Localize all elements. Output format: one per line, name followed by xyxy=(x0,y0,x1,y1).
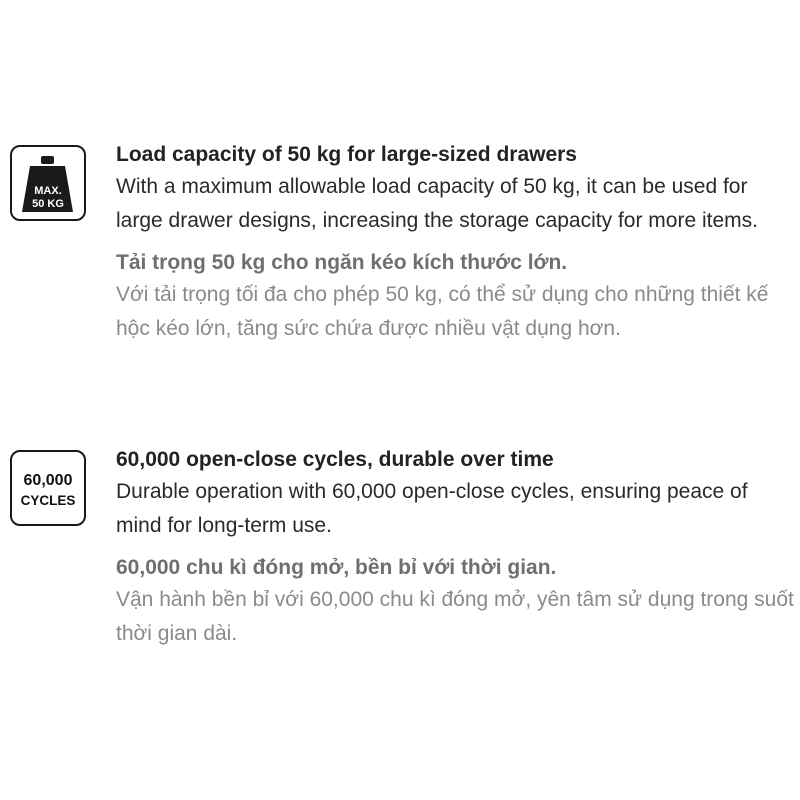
vi-body: Vận hành bền bỉ với 60,000 chu kì đóng mở, yên tâm sử dụng trong suốt thời gian dài. xyxy=(116,588,794,645)
weight-label-kg: 50 KG xyxy=(32,198,64,210)
feature-text xyxy=(116,140,796,346)
en-title: 60,000 open-close cycles, durable over time xyxy=(116,448,554,471)
vi-title: 60,000 chu kì đóng mở, bền bỉ với thời gian. xyxy=(116,556,557,579)
cycles-label: CYCLES xyxy=(20,493,76,508)
weight-label-max: MAX. xyxy=(34,185,62,197)
en-body: With a maximum allowable load capacity of 50 kg, it can be used for large drawer designs, increasing the storage capacity for more items. xyxy=(116,175,758,232)
en-title: Load capacity of 50 kg for large-sized drawers xyxy=(116,143,577,166)
cycles-count: 60,000 xyxy=(23,472,73,489)
weight-icon xyxy=(10,145,86,221)
cycles-icon xyxy=(10,450,86,526)
vi-title: Tải trọng 50 kg cho ngăn kéo kích thước lớn. xyxy=(116,251,568,274)
vi-body: Với tải trọng tối đa cho phép 50 kg, có thể sử dụng cho những thiết kế hộc kéo lớn, tăng sức chứa được nhiều vật dụng hơn. xyxy=(116,283,769,340)
feature-text xyxy=(116,445,796,651)
en-body: Durable operation with 60,000 open-close cycles, ensuring peace of mind for long-term use. xyxy=(116,480,748,537)
